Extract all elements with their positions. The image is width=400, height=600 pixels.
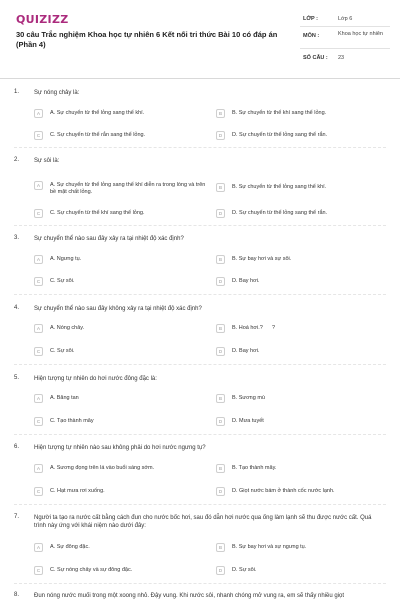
option-text: A. Sự chuyển từ thể lỏng sang thể khí diễn ra trong lòng và trên bề mặt chất lỏng.	[50, 182, 206, 195]
option-letter-box: C	[34, 209, 43, 218]
option-text: A. Sự chuyển từ thể lỏng sang thể khí.	[50, 110, 145, 116]
question-text: Sự chuyển thể nào sau đây xảy ra tại nhiệt độ xác định?	[34, 236, 184, 242]
divider	[14, 147, 386, 148]
option-letter-box: A	[34, 394, 43, 403]
option-letter-box: A	[34, 255, 43, 264]
option-letter-box: D	[216, 209, 225, 218]
question-number: 1.	[14, 89, 20, 95]
header-divider	[0, 78, 400, 79]
worksheet-header	[0, 0, 400, 78]
option-text: A. Ngưng tụ.	[50, 256, 82, 262]
option-letter-box: B	[216, 464, 225, 473]
option-text: C. Sự chuyển từ thể khí sang thể lỏng.	[50, 210, 145, 216]
page-title: 30 câu Trắc nghiệm Khoa học tự nhiên 6 Kết nối tri thức Bài 10 có đáp án (Phần 4)	[16, 30, 278, 49]
question-number: 2.	[14, 157, 20, 163]
meta-value: Khoa học tự nhiên	[338, 31, 383, 37]
option-letter-box: C	[34, 566, 43, 575]
question-text: Đun nóng nước muối trong một xoong nhỏ. Đậy vung. Khi nước sôi, nhanh chóng mở vung ra, em sẽ thấy nhiều giọt	[34, 593, 345, 599]
meta-row-grade	[300, 12, 390, 27]
option-text: B. Sự bay hơi và sự ngưng tụ.	[232, 544, 307, 550]
option-text: C. Sự sôi.	[50, 348, 75, 354]
divider	[14, 504, 386, 505]
option-text: B. Sự chuyển từ thể khí sang thể lỏng.	[232, 110, 327, 116]
question-number: 6.	[14, 444, 20, 450]
meta-key: MÔN :	[303, 33, 320, 39]
option-letter-box: C	[34, 347, 43, 356]
option-letter-box: B	[216, 394, 225, 403]
question-text: Hiện tượng tự nhiên nào sau không phải do hơi nước ngưng tụ?	[34, 445, 206, 451]
divider	[14, 364, 386, 365]
option-letter-box: D	[216, 277, 225, 286]
question-text: Người ta tạo ra nước cất bằng cách đun cho nước bốc hơi, sau đó dẫn hơi nước qua ống làm lạnh sẽ thu được nước cất. Quá trình này ứng với khái niệm nào dưới đây:	[34, 515, 372, 529]
option-text: C. Sự nóng chảy và sự đông đặc.	[50, 567, 133, 573]
option-text: D. Sự chuyển từ thể lỏng sang thể rắn.	[232, 210, 328, 216]
option-letter-box: C	[34, 131, 43, 140]
option-text: B. Sự bay hơi và sự sôi.	[232, 256, 292, 262]
option-letter-box: D	[216, 347, 225, 356]
option-letter-box: B	[216, 324, 225, 333]
quizizz-logo: QUIZIZZ	[16, 13, 69, 26]
divider	[14, 434, 386, 435]
option-text: C. Sự chuyển từ thể rắn sang thể lỏng.	[50, 132, 146, 138]
option-text: D. Mưa tuyết	[232, 418, 264, 424]
divider	[14, 294, 386, 295]
meta-row-subject	[300, 27, 390, 49]
option-letter-box: C	[34, 417, 43, 426]
question-text: Sự chuyển thể nào sau đây không xảy ra tại nhiệt độ xác định?	[34, 306, 202, 312]
option-letter-box: A	[34, 464, 43, 473]
option-text: B. Hoá hơi.? ?	[232, 325, 276, 331]
option-letter-box: A	[34, 181, 43, 190]
option-letter-box: A	[34, 109, 43, 118]
meta-panel	[300, 12, 390, 65]
option-letter-box: B	[216, 183, 225, 192]
option-text: B. Tạo thành mây.	[232, 465, 277, 471]
option-text: A. Nóng chảy.	[50, 325, 85, 331]
option-text: D. Giọt nước bám ở thành cốc nước lạnh.	[232, 488, 335, 494]
option-letter-box: C	[34, 487, 43, 496]
option-text: C. Sự sôi.	[50, 278, 75, 284]
option-text: A. Băng tan	[50, 395, 79, 401]
option-letter-box: D	[216, 566, 225, 575]
meta-key: LỚP :	[303, 16, 318, 22]
option-text: B. Sương mù	[232, 395, 265, 401]
option-letter-box: A	[34, 324, 43, 333]
option-letter-box: D	[216, 487, 225, 496]
option-text: D. Sự sôi.	[232, 567, 257, 573]
option-text: A. Sự đông đặc.	[50, 544, 90, 550]
option-text: B. Sự chuyển từ thể lỏng sang thể khí.	[232, 184, 327, 190]
option-text: D. Bay hơi.	[232, 278, 260, 284]
option-text: D. Bay hơi.	[232, 348, 260, 354]
option-letter-box: B	[216, 543, 225, 552]
option-letter-box: C	[34, 277, 43, 286]
meta-row-count	[300, 49, 390, 65]
question-number: 5.	[14, 375, 20, 381]
question-text: Hiện tượng tự nhiên do hơi nước đông đặc là:	[34, 376, 157, 382]
meta-value: 23	[338, 55, 345, 61]
question-number: 3.	[14, 235, 20, 241]
option-letter-box: B	[216, 255, 225, 264]
question-text: Sự nóng chảy là:	[34, 90, 80, 96]
option-letter-box: D	[216, 131, 225, 140]
option-text: C. Hạt mưa rơi xuống.	[50, 488, 105, 494]
option-text: A. Sương đọng trên lá vào buổi sáng sớm.	[50, 465, 155, 471]
option-letter-box: B	[216, 109, 225, 118]
question-number: 4.	[14, 305, 20, 311]
option-letter-box: D	[216, 417, 225, 426]
divider	[14, 583, 386, 584]
meta-key: SỐ CÂU :	[303, 55, 328, 61]
divider	[14, 225, 386, 226]
option-text: C. Tạo thành mây	[50, 418, 94, 424]
option-text: D. Sự chuyển từ thể lỏng sang thể rắn.	[232, 132, 328, 138]
option-letter-box: A	[34, 543, 43, 552]
question-text: Sự sôi là:	[34, 158, 60, 164]
meta-value: Lớp 6	[338, 16, 353, 22]
question-number: 8.	[14, 592, 20, 598]
question-number: 7.	[14, 514, 20, 520]
